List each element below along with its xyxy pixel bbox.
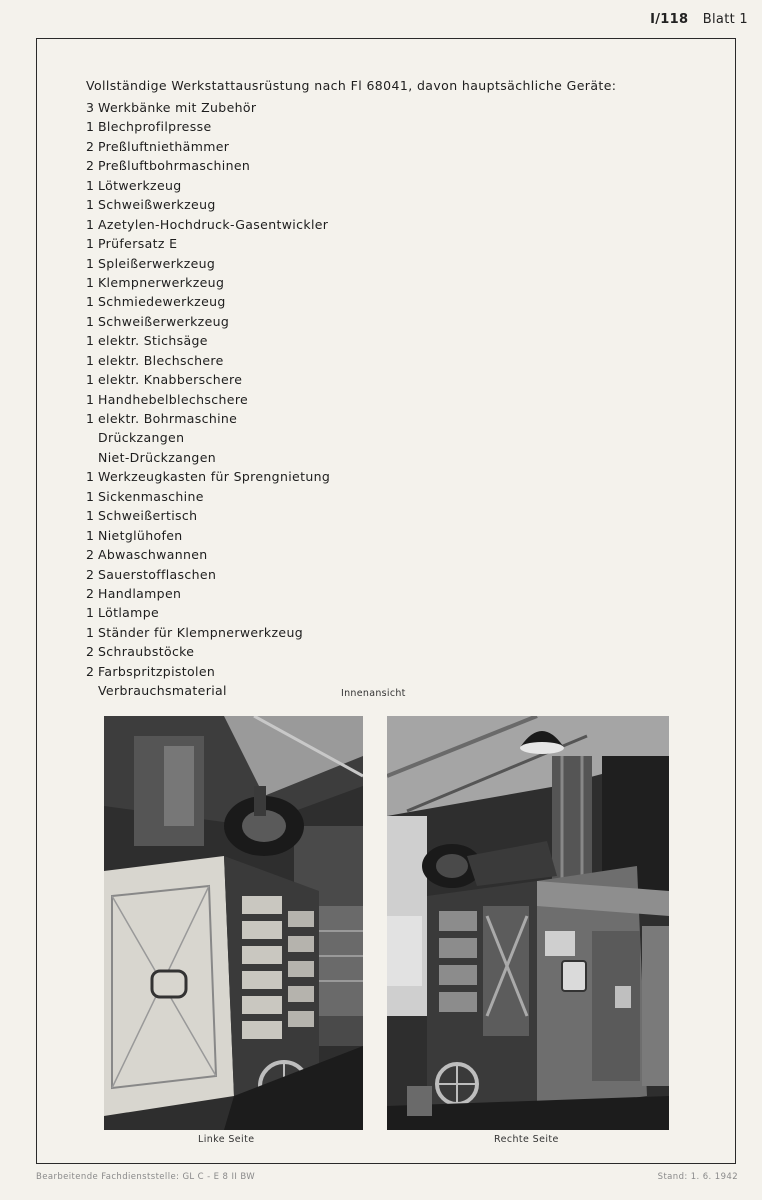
list-item (86, 156, 330, 175)
item-name: elektr. Stichsäge (98, 333, 208, 349)
item-quantity: 3 (86, 100, 95, 115)
item-name: Schmiedewerkzeug (98, 294, 226, 310)
list-item (86, 273, 330, 292)
item-name: Lötlampe (98, 605, 160, 621)
item-quantity: 2 (86, 138, 95, 154)
intro-text: Vollständige Werkstattausrüstung nach Fl 68041, davon hauptsächliche Geräte: (86, 78, 617, 93)
item-quantity: 1 (86, 469, 95, 485)
list-item (86, 487, 330, 506)
list-item (86, 584, 330, 603)
item-quantity: 1 (86, 527, 95, 543)
item-name: Preßluftbohrmaschinen (98, 158, 251, 174)
list-item (86, 98, 330, 117)
list-item (86, 390, 330, 409)
page-header (650, 12, 748, 27)
item-name: Lötwerkzeug (98, 177, 182, 193)
item-name: Abwaschwannen (98, 547, 208, 563)
item-quantity: 2 (86, 566, 95, 582)
item-name: Farbspritzpistolen (98, 663, 216, 679)
item-name: Niet-Drückzangen (98, 449, 217, 465)
item-name: Preßluftniethämmer (98, 138, 230, 154)
list-item (86, 506, 330, 525)
list-item (86, 623, 330, 642)
item-quantity: 1 (86, 119, 95, 135)
list-item (86, 312, 330, 331)
list-item (86, 681, 330, 700)
item-name: Ständer für Klempnerwerkzeug (98, 624, 304, 640)
item-quantity: 1 (86, 391, 95, 407)
right-side-photo (387, 716, 669, 1130)
item-quantity: 1 (86, 488, 95, 504)
item-quantity: 1 (86, 605, 95, 621)
item-name: Verbrauchsmaterial (98, 683, 227, 699)
item-name: Blechprofilpresse (98, 119, 212, 135)
list-item (86, 448, 330, 467)
item-name: Handhebelblechschere (98, 391, 249, 407)
list-item (86, 331, 330, 350)
left-photo-graphic (104, 716, 363, 1130)
item-name: Prüfersatz E (98, 236, 178, 252)
list-item (86, 428, 330, 447)
item-quantity: 2 (86, 644, 95, 660)
document-number: I/118 (650, 12, 689, 27)
item-quantity: 1 (86, 313, 95, 329)
list-item (86, 137, 330, 156)
item-name: Drückzangen (98, 430, 185, 446)
list-item (86, 526, 330, 545)
item-name: Spleißerwerkzeug (98, 255, 216, 271)
item-name: Schweißwerkzeug (98, 197, 216, 213)
footer-department: Bearbeitende Fachdienststelle: GL C - E 8 II BW (36, 1172, 256, 1182)
list-item (86, 565, 330, 584)
list-item (86, 117, 330, 136)
list-item (86, 351, 330, 370)
item-name: Werkzeugkasten für Sprengnietung (98, 469, 331, 485)
right-photo-graphic (387, 716, 669, 1130)
item-name: Nietglühofen (98, 527, 183, 543)
equipment-list (86, 98, 330, 701)
item-name: Handlampen (98, 585, 182, 601)
list-item (86, 176, 330, 195)
list-item (86, 642, 330, 661)
item-name: Werkbänke mit Zubehör (98, 100, 257, 115)
item-name: Azetylen-Hochdruck-Gasentwickler (98, 216, 329, 232)
item-name: Schweißertisch (98, 508, 198, 524)
item-quantity: 1 (86, 294, 95, 310)
item-quantity: 1 (86, 508, 95, 524)
item-name: elektr. Bohrmaschine (98, 411, 238, 426)
item-quantity: 1 (86, 216, 95, 232)
item-quantity: 1 (86, 411, 95, 426)
item-name: elektr. Knabberschere (98, 372, 243, 388)
list-item (86, 215, 330, 234)
list-item (86, 195, 330, 214)
item-quantity: 2 (86, 585, 95, 601)
item-name: Schweißerwerkzeug (98, 313, 230, 329)
item-name: Klempnerwerkzeug (98, 274, 225, 290)
sheet-number: Blatt 1 (702, 12, 748, 27)
list-item (86, 292, 330, 311)
interior-view-caption: Innenansicht (341, 688, 406, 699)
left-side-photo (104, 716, 363, 1130)
footer-date: Stand: 1. 6. 1942 (657, 1172, 738, 1182)
list-item (86, 662, 330, 681)
item-quantity: 1 (86, 274, 95, 290)
item-quantity: 1 (86, 624, 95, 640)
list-item (86, 409, 330, 428)
list-item (86, 603, 330, 622)
item-quantity: 1 (86, 197, 95, 213)
list-item (86, 467, 330, 486)
item-quantity: 2 (86, 547, 95, 563)
item-name: Sauerstofflaschen (98, 566, 217, 582)
item-name: elektr. Blechschere (98, 352, 224, 368)
item-quantity: 1 (86, 177, 95, 193)
item-quantity: 1 (86, 236, 95, 252)
list-item (86, 545, 330, 564)
item-name: Sickenmaschine (98, 488, 204, 504)
left-side-caption: Linke Seite (198, 1134, 255, 1145)
list-item (86, 254, 330, 273)
item-quantity: 1 (86, 352, 95, 368)
item-quantity: 1 (86, 333, 95, 349)
item-quantity: 2 (86, 158, 95, 174)
item-quantity: 1 (86, 372, 95, 388)
item-quantity: 1 (86, 255, 95, 271)
list-item (86, 234, 330, 253)
right-side-caption: Rechte Seite (494, 1134, 559, 1145)
item-name: Schraubstöcke (98, 644, 195, 660)
item-quantity: 2 (86, 663, 95, 679)
list-item (86, 370, 330, 389)
